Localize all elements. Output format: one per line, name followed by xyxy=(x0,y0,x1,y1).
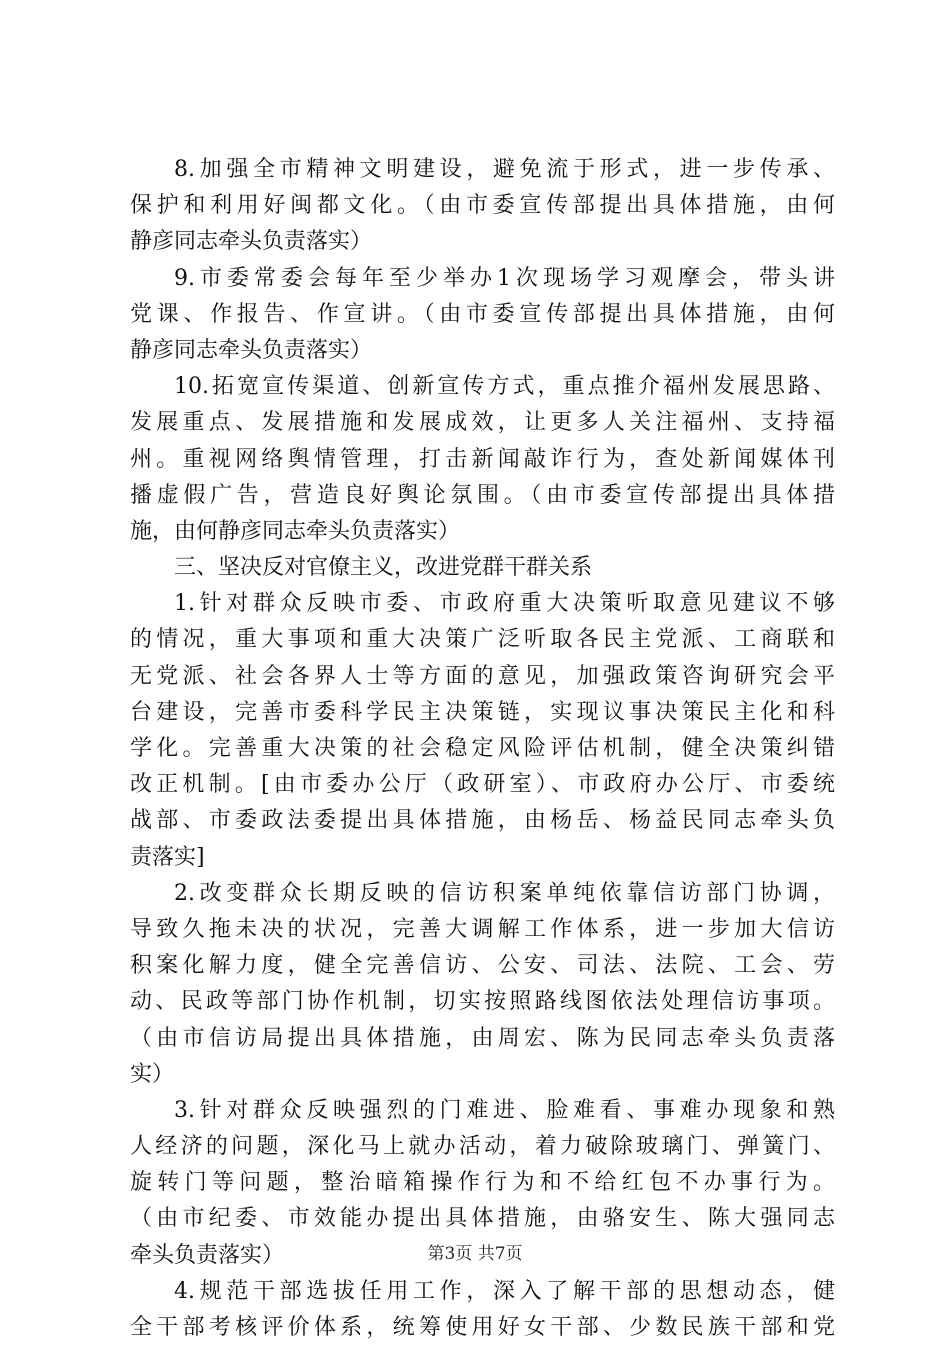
document-body xyxy=(130,152,835,1346)
text-line: 全干部考核评价体系，统筹使用好女干部、少数民族干部和党 xyxy=(130,1315,835,1340)
text-line: 战部、市委政法委提出具体措施，由杨岳、杨益民同志牵头负 xyxy=(130,808,835,834)
text-line: 牵头负责落实） xyxy=(130,1242,285,1268)
text-line: 播虚假广告，营造良好舆论氛围。（由市委宣传部提出具体措 xyxy=(130,482,835,508)
text-line: 9.市委常委会每年至少举办1次现场学习观摩会，带头讲 xyxy=(174,265,835,291)
text-line: （由市信访局提出具体措施，由周宏、陈为民同志牵头负责落 xyxy=(130,1025,835,1051)
text-line: 2.改变群众长期反映的信访积案单纯依靠信访部门协调， xyxy=(174,880,835,906)
text-line: 动、民政等部门协作机制，切实按照路线图依法处理信访事项。 xyxy=(130,989,835,1015)
text-line: 静彦同志牵头负责落实） xyxy=(130,337,373,363)
text-line: 改正机制。[由市委办公厅（政研室）、市政府办公厅、市委统 xyxy=(130,772,835,798)
text-line: 学化。完善重大决策的社会稳定风险评估机制，健全决策纠错 xyxy=(130,736,835,761)
text-line: 旋转门等问题，整治暗箱操作行为和不给红包不办事行为。 xyxy=(130,1170,835,1196)
text-line: 导致久拖未决的状况，完善大调解工作体系，进一步加大信访 xyxy=(130,916,835,942)
text-line: 台建设，完善市委科学民主决策链，实现议事决策民主化和科 xyxy=(130,699,835,725)
text-line: 的情况，重大事项和重大决策广泛听取各民主党派、工商联和 xyxy=(130,627,835,653)
text-line: 4.规范干部选拔任用工作，深入了解干部的思想动态，健 xyxy=(174,1278,835,1304)
text-line: 静彦同志牵头负责落实） xyxy=(130,229,373,255)
text-line: 8.加强全市精神文明建设，避免流于形式，进一步传承、 xyxy=(174,157,835,182)
text-line: 保护和利用好闽都文化。（由市委宣传部提出具体措施，由何 xyxy=(130,193,835,219)
text-line: 无党派、社会各界人士等方面的意见，加强政策咨询研究会平 xyxy=(130,663,835,689)
text-line: 实） xyxy=(130,1061,175,1087)
text-line: 3.针对群众反映强烈的门难进、脸难看、事难办现象和熟 xyxy=(174,1097,835,1123)
text-line: 州。重视网络舆情管理，打击新闻敲诈行为，查处新闻媒体刊 xyxy=(130,446,835,472)
text-line: 发展重点、发展措施和发展成效，让更多人关注福州、支持福 xyxy=(130,410,835,436)
text-line: 党课、作报告、作宣讲。（由市委宣传部提出具体措施，由何 xyxy=(130,301,835,327)
text-line: 施，由何静彦同志牵头负责落实） xyxy=(130,518,461,544)
text-line: 人经济的问题，深化马上就办活动，着力破除玻璃门、弹簧门、 xyxy=(130,1134,835,1160)
text-line: 1.针对群众反映市委、市政府重大决策听取意见建议不够 xyxy=(174,591,835,617)
page-footer: 第3页 共7页 xyxy=(427,1244,523,1264)
text-line: 10.拓宽宣传渠道、创新宣传方式，重点推介福州发展思路、 xyxy=(174,374,835,400)
text-line: （由市纪委、市效能办提出具体措施，由骆安生、陈大强同志 xyxy=(130,1206,835,1232)
text-line: 三、坚决反对官僚主义，改进党群干群关系 xyxy=(174,555,593,581)
text-line: 积案化解力度，健全完善信访、公安、司法、法院、工会、劳 xyxy=(130,953,835,979)
text-line: 责落实] xyxy=(130,844,205,870)
